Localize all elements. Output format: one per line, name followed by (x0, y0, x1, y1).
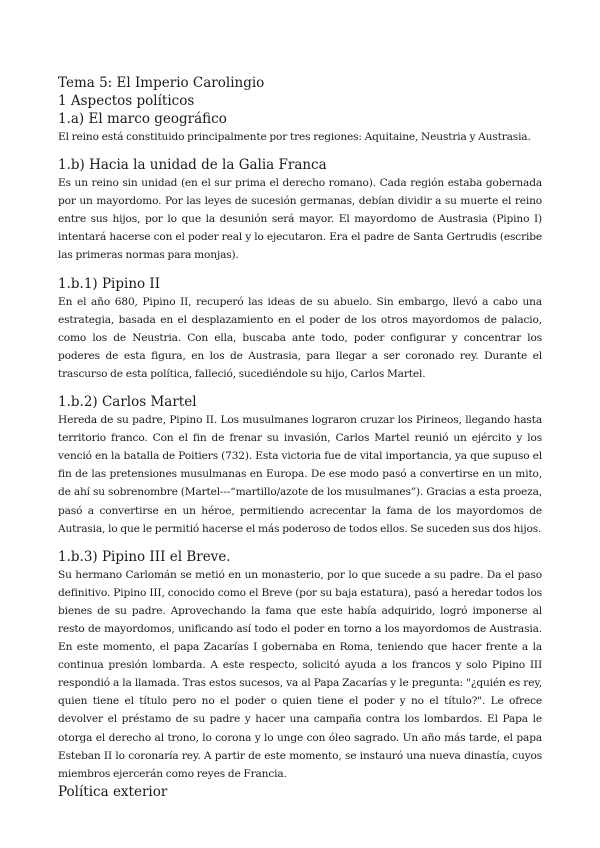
section-heading-politica-exterior: Política exterior (58, 783, 168, 800)
paragraph-pipino-ii: En el año 680, Pipino II, recuperó las ideas de su abuelo. Sin embargo, llevó a cabo una estrategia, basada en el desplazamiento en el poder de los otros mayordomos de palacio, como los de Neustria. Con ella, buscaba ante todo, poder configurar y concentrar los poderes de esta figura, en los de Austrasia, para llegar a ser coronado rey. Durante el trascurso de esta política, falleció, sucediéndole su hijo, Carlos Martel. (58, 295, 542, 380)
section-heading-aspectos-politicos: 1 Aspectos políticos (58, 93, 195, 109)
paragraph-marco-geografico: El reino está constituido principalmente por tres regiones: Aquitaine, Neustria y Austrasia. (58, 131, 531, 143)
paragraph-unidad-galia: Es un reino sin unidad (en el sur prima el derecho romano). Cada región estaba gobernada por un mayordomo. Por las leyes de sucesión germanas, debían dividir a su muerte el reino entre sus hijos, por lo que la desunión será mayor. El mayordomo de Austrasia (Pipino I) intentará hacerse con el poder real y lo ejecutaron. Era el padre de Santa Gertrudis (escribe las primeras normas para monjas). (58, 177, 542, 262)
section-heading-pipino-ii: 1.b.1) Pipino II (58, 275, 161, 292)
section-heading-carlos-martel: 1.b.2) Carlos Martel (58, 394, 197, 411)
document-title: Tema 5: El Imperio Carolingio (58, 75, 265, 91)
section-heading-unidad-galia: 1.b) Hacia la unidad de la Galia Franca (58, 157, 327, 174)
document-content (58, 74, 542, 801)
paragraph-carlos-martel: Hereda de su padre, Pipino II. Los musulmanes lograron cruzar los Pirineos, llegando hasta territorio franco. Con el fin de frenar su invasión, Carlos Martel reunió un ejército y los venció en la batalla de Poitiers (732). Esta victoria fue de vital importancia, ya que supuso el fin de las pretensiones musulmanas en Europa. De ese modo pasó a convertirse en un mito, de ahí su sobrenombre (Martel---“martillo/azote de los musulmanes”). Gracias a esta proeza, pasó a convertirse en un héroe, permitiendo acrecentar la fama de los mayordomos de Autrasia, lo que le permitió hacerse el más poderoso de todos ellos. Se suceden sus dos hijos. (58, 414, 542, 535)
paragraph-pipino-iii: Su hermano Carlomán se metió en un monasterio, por lo que sucede a su padre. Da el paso definitivo. Pipino III, conocido como el Breve (por su baja estatura), pasó a heredar todos los bienes de su padre. Aprovechando la fama que este había adquirido, logró imponerse al resto de mayordomos, unificando así todo el poder en torno a los mayordomos de Austrasia. En este momento, el papa Zacarías I gobernaba en Roma, teniendo que hacer frente a la continua presión lombarda. A este respecto, solicitó ayuda a los francos y solo Pipino III respondió a la llamada. Tras estos sucesos, va al Papa Zacarías y le pregunta: "¿quién es rey, quien tiene el título pero no el poder o quien tiene el poder y no el título?". Le ofrece devolver el préstamo de su padre y hacer una campaña contra los lombardos. El Papa le otorga el derecho al trono, lo corona y lo unge con óleo sagrado. Un año más tarde, el papa Esteban II lo coronaría rey. A partir de este momento, se instauró una nueva dinastía, cuyos miembros ejercerán como reyes de Francia. (58, 568, 542, 780)
section-heading-pipino-iii: 1.b.3) Pipino III el Breve. (58, 548, 231, 565)
section-heading-marco-geografico: 1.a) El marco geográfico (58, 111, 227, 127)
